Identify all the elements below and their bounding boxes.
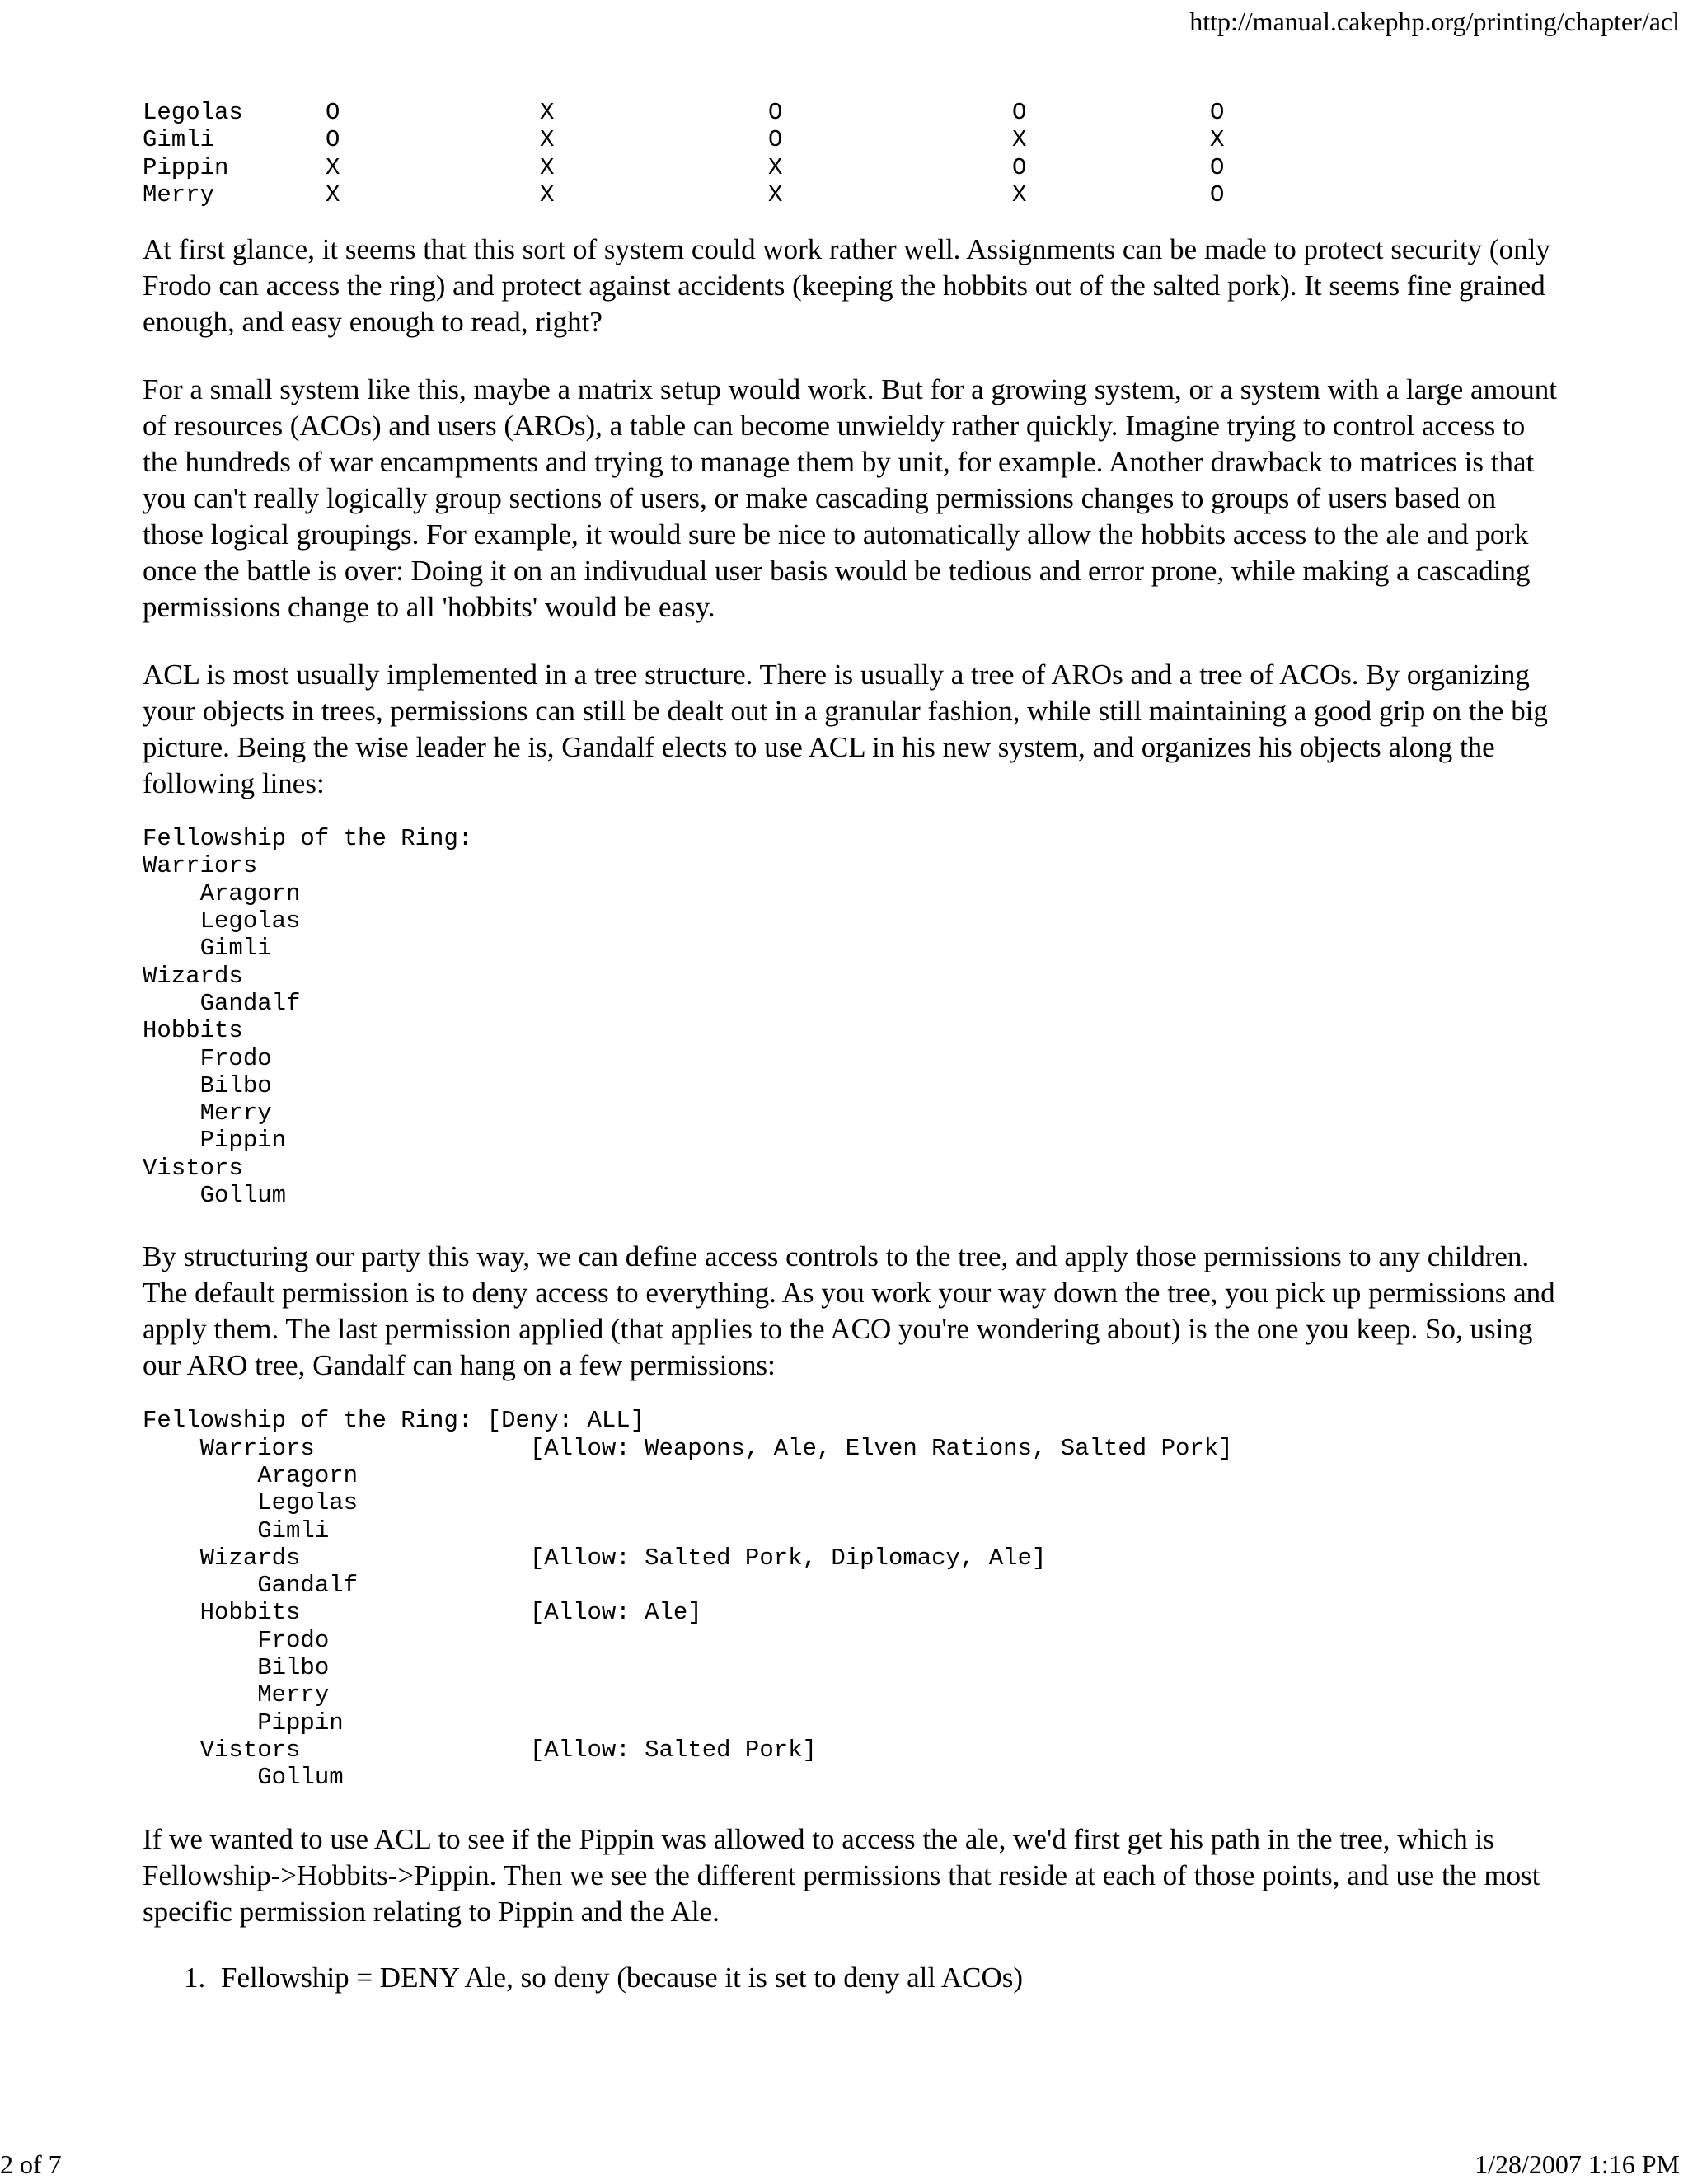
matrix-cell: X xyxy=(326,153,340,181)
matrix-cell: X xyxy=(540,153,555,181)
matrix-cell: O xyxy=(1012,99,1027,126)
matrix-cell: O xyxy=(768,126,783,154)
matrix-cell: O xyxy=(1210,180,1225,209)
code-block-aro-tree: Fellowship of the Ring: Warriors Aragorn Legolas Gimli Wizards Gandalf Hobbits Frodo Bilbo Merry Pippin Vistors Gollum xyxy=(143,825,473,1210)
matrix-cell: O xyxy=(1210,153,1225,181)
matrix-cell: Legolas xyxy=(143,99,243,126)
matrix-cell: X xyxy=(540,99,555,126)
list-item-number: 1. xyxy=(184,1961,206,1994)
permission-steps-list xyxy=(143,1960,1560,1996)
matrix-cell: O xyxy=(768,99,783,126)
paragraph-matrix-evaluation: At first glance, it seems that this sort of system could work rather well. Assignments can be made to protect security (only Frodo can access the ring) and protect against accidents (keeping the hobbits out of the salted pork). It seems fine grained enough, and easy enough to read, right? xyxy=(143,233,1550,339)
matrix-cell: X xyxy=(326,180,340,209)
page-number-footer: 2 of 7 xyxy=(0,2149,62,2179)
matrix-row xyxy=(143,181,1560,209)
matrix-cell: O xyxy=(1012,153,1027,181)
matrix-cell: X xyxy=(540,126,555,154)
matrix-cell: X xyxy=(540,180,555,209)
matrix-cell: O xyxy=(1210,99,1225,126)
matrix-row xyxy=(143,99,1560,126)
matrix-cell: X xyxy=(1012,180,1027,209)
matrix-cell: Gimli xyxy=(143,126,215,154)
matrix-row xyxy=(143,126,1560,153)
paragraph-pippin-ale-check: If we wanted to use ACL to see if the Pippin was allowed to access the ale, we'd first get his path in the tree, which is Fellowship->Hobbits->Pippin. Then we see the different permissions that reside at each of those points, and use the most specific permission relating to Pippin and the Ale. xyxy=(143,1822,1540,1928)
paragraph-tree-permissions: By structuring our party this way, we can define access controls to the tree, and apply those permissions to any children. The default permission is to deny access to everything. As you work your way down the tree, you pick up permissions and apply them. The last permission applied (that applies to the ACO you're wondering about) is the one you keep. So, using our ARO tree, Gandalf can hang on a few permissions: xyxy=(143,1240,1555,1382)
matrix-cell: O xyxy=(326,99,340,126)
matrix-cell: X xyxy=(768,153,783,181)
page-url-header: http://manual.cakephp.org/printing/chapter/acl xyxy=(1189,7,1680,36)
matrix-row xyxy=(143,154,1560,181)
list-item xyxy=(143,1960,1560,1996)
list-item-text: Fellowship = DENY Ale, so deny (because it is set to deny all ACOs) xyxy=(221,1961,1024,1994)
matrix-cell: X xyxy=(1210,126,1225,154)
matrix-cell: Pippin xyxy=(143,153,229,181)
permission-matrix xyxy=(143,99,1560,209)
document-content xyxy=(143,99,1560,1996)
print-datetime-footer: 1/28/2007 1:16 PM xyxy=(1475,2149,1680,2179)
matrix-cell: O xyxy=(326,126,340,154)
paragraph-acl-tree-intro: ACL is most usually implemented in a tree structure. There is usually a tree of AROs and a tree of ACOs. By organizing your objects in trees, permissions can still be dealt out in a granular fashion, while still maintaining a good grip on the big picture. Being the wise leader he is, Gandalf elects to use ACL in his new system, and organizes his objects along the following lines: xyxy=(143,658,1548,800)
paragraph-matrix-drawbacks: For a small system like this, maybe a matrix setup would work. But for a growing system, or a system with a large amount of resources (ACOs) and users (AROs), a table can become unwieldy rather quickly. Imagine trying to control access to the hundreds of war encampments and trying to manage them by unit, for example. Another drawback to matrices is that you can't really logically group sections of users, or make cascading permissions changes to groups of users based on those logical groupings. For example, it would sure be nice to automatically allow the hobbits access to the ale and pork once the battle is over: Doing it on an indivudual user basis would be tedious and error prone, while making a cascading permissions change to all 'hobbits' would be easy. xyxy=(143,373,1558,624)
matrix-cell: X xyxy=(1012,126,1027,154)
code-block-aro-tree-permissions: Fellowship of the Ring: [Deny: ALL] Warriors [Allow: Weapons, Ale, Elven Rations, Salted Pork] Aragorn Legolas Gimli Wizards [Allow: Salted Pork, Diplomacy, Ale] Gandalf Hobbits [Allow: Ale] Frodo Bilbo Merry Pippin Vistors [Allow: Salted Pork] Gollum xyxy=(143,1407,1233,1792)
matrix-cell: X xyxy=(768,180,783,209)
matrix-cell: Merry xyxy=(143,180,215,209)
